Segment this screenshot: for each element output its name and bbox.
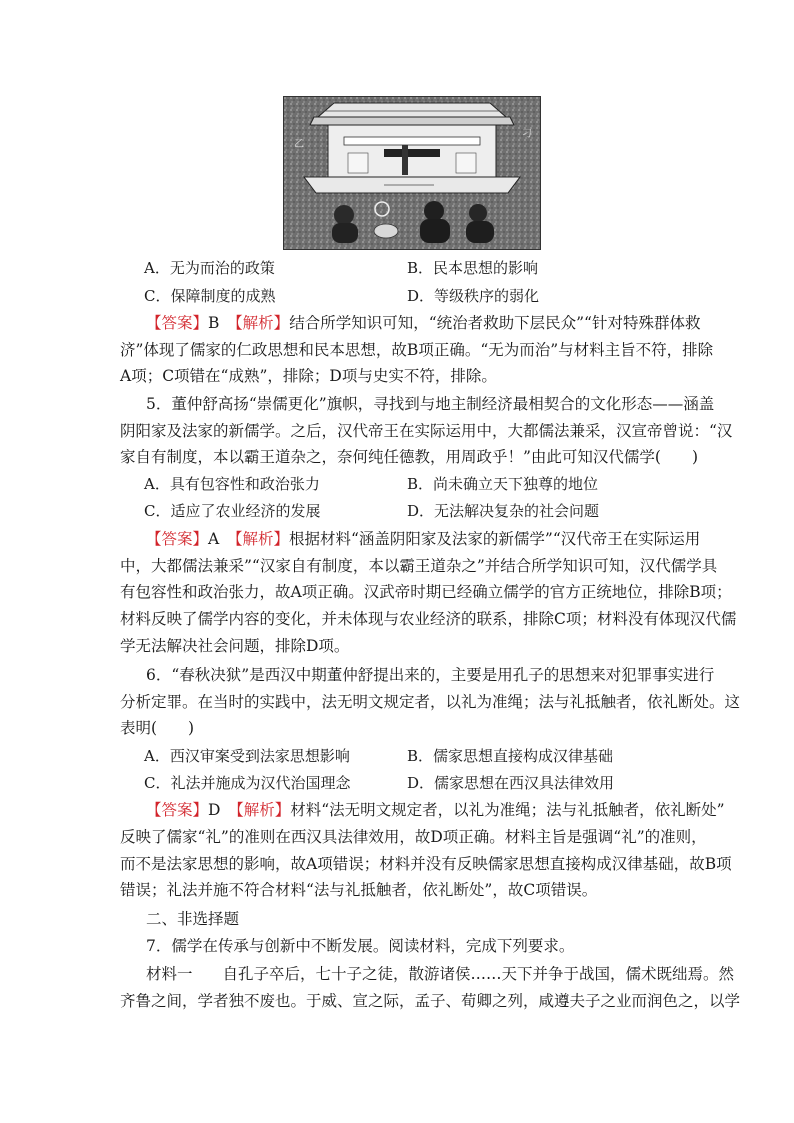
- q6-stem-line-2: 分析定罪。在当时的实践中，法无明文规定者，以礼为准绳；法与礼抵触者，依礼断处。这: [120, 693, 741, 711]
- analysis-tag: 【解析】: [234, 530, 289, 548]
- q5-answer-line: [146, 529, 700, 549]
- q5-analysis-line-3: 有包容性和政治张力，故A项正确。汉武帝时期已经确立儒学的官方正统地位，排除B项；: [120, 583, 732, 601]
- q5-option-d: D．无法解决复杂的社会问题: [407, 502, 600, 520]
- q5-stem-line-2: 阴阳家及法家的新儒学。之后，汉代帝王在实际运用中，大都儒法兼采，汉宣帝曾说：“汉: [120, 422, 733, 440]
- q5-option-a: A．具有包容性和政治张力: [144, 475, 320, 493]
- q7-stem: 7．儒学在传承与创新中不断发展。阅读材料，完成下列要求。: [146, 937, 575, 955]
- q7-material-line-2: 齐鲁之间，学者独不废也。于威、宣之际，孟子、荀卿之列，咸遵夫子之业而润色之，以学: [120, 992, 741, 1010]
- q5-stem-line-3: 家自有制度，本以霸王道杂之，奈何纯任德教，用周政乎！”由此可知汉代儒学( ): [120, 448, 699, 466]
- q5-analysis-line-2: 中，大都儒法兼采”“汉家自有制度，本以霸王道杂之”并结合所学知识可知，汉代儒学具: [120, 557, 718, 575]
- q4-answer-line: [146, 313, 700, 333]
- q4-analysis-line-2: 济”体现了儒家的仁政思想和民本思想，故B项正确。“无为而治”与材料主旨不符，排除: [120, 341, 714, 359]
- analysis-text: 结合所学知识可知，“统治者救助下层民众”“针对特殊群体救: [289, 314, 701, 332]
- analysis-text: 材料“法无明文规定者，以礼为准绳；法与礼抵触者，依礼断处”: [290, 801, 725, 819]
- answer-tag: 【答案】: [146, 801, 209, 819]
- q5-stem-line-1: 5．董仲舒高扬“崇儒更化”旗帜，寻找到与地主制经济最相契合的文化形态——涵盖: [146, 395, 715, 413]
- q6-analysis-line-4: 错误；礼法并施不符合材料“法与礼抵触者，依礼断处”，故C项错误。: [120, 881, 598, 899]
- q6-analysis-line-3: 而不是法家思想的影响，故A项错误；材料并没有反映儒家思想直接构成汉律基础，故B项: [120, 855, 732, 873]
- q4-option-a: A．无为而治的政策: [144, 259, 275, 277]
- q6-option-c: C．礼法并施成为汉代治国理念: [144, 774, 351, 792]
- answer-tag: 【答案】: [146, 530, 209, 548]
- q5-analysis-line-5: 学无法解决社会问题，排除D项。: [120, 637, 350, 655]
- q6-option-a: A．西汉审案受到法家思想影响: [144, 747, 350, 765]
- answer-letter: D: [208, 801, 221, 819]
- section-title: 二、非选择题: [146, 910, 240, 928]
- analysis-text: 根据材料“涵盖阴阳家及法家的新儒学”“汉代帝王在实际运用: [289, 530, 701, 548]
- svg-text:刁: 刁: [522, 129, 532, 140]
- q6-option-d: D．儒家思想在西汉具法律效用: [407, 774, 615, 792]
- stone-relief-image: [283, 96, 541, 250]
- q4-option-d: D．等级秩序的弱化: [407, 287, 540, 305]
- q6-analysis-line-2: 反映了儒家“礼”的准则在西汉具法律效用，故D项正确。材料主旨是强调“礼”的准则，: [120, 828, 707, 846]
- analysis-tag: 【解析】: [235, 801, 291, 819]
- material-text: 自孔子卒后，七十子之徒，散游诸侯……天下并争于战国，儒术既绌焉。然: [222, 965, 735, 983]
- q6-option-b: B．儒家思想直接构成汉律基础: [407, 747, 614, 765]
- q5-analysis-line-4: 材料反映了儒学内容的变化，并未体现与农业经济的联系，排除C项；材料没有体现汉代儒: [120, 610, 737, 628]
- answer-tag: 【答案】: [146, 314, 209, 332]
- q5-option-b: B．尚未确立天下独尊的地位: [407, 475, 599, 493]
- q6-stem-line-3: 表明( ): [120, 719, 195, 737]
- q4-analysis-line-3: A项；C项错在“成熟”，排除；D项与史实不符，排除。: [120, 367, 497, 385]
- answer-letter: B: [208, 314, 220, 332]
- q5-option-c: C．适应了农业经济的发展: [144, 502, 321, 520]
- q4-option-c: C．保障制度的成熟: [144, 287, 276, 305]
- q4-option-b: B．民本思想的影响: [407, 259, 539, 277]
- material-label: 材料一: [146, 965, 193, 983]
- svg-text:乙: 乙: [294, 139, 304, 150]
- q6-answer-line: [146, 800, 725, 820]
- q6-stem-line-1: 6．“春秋决狱”是西汉中期董仲舒提出来的，主要是用孔子的思想来对犯罪事实进行: [146, 666, 715, 684]
- answer-letter: A: [208, 530, 220, 548]
- analysis-tag: 【解析】: [234, 314, 290, 332]
- q7-material-line-1: [146, 964, 734, 984]
- relief-drawing: [284, 97, 540, 249]
